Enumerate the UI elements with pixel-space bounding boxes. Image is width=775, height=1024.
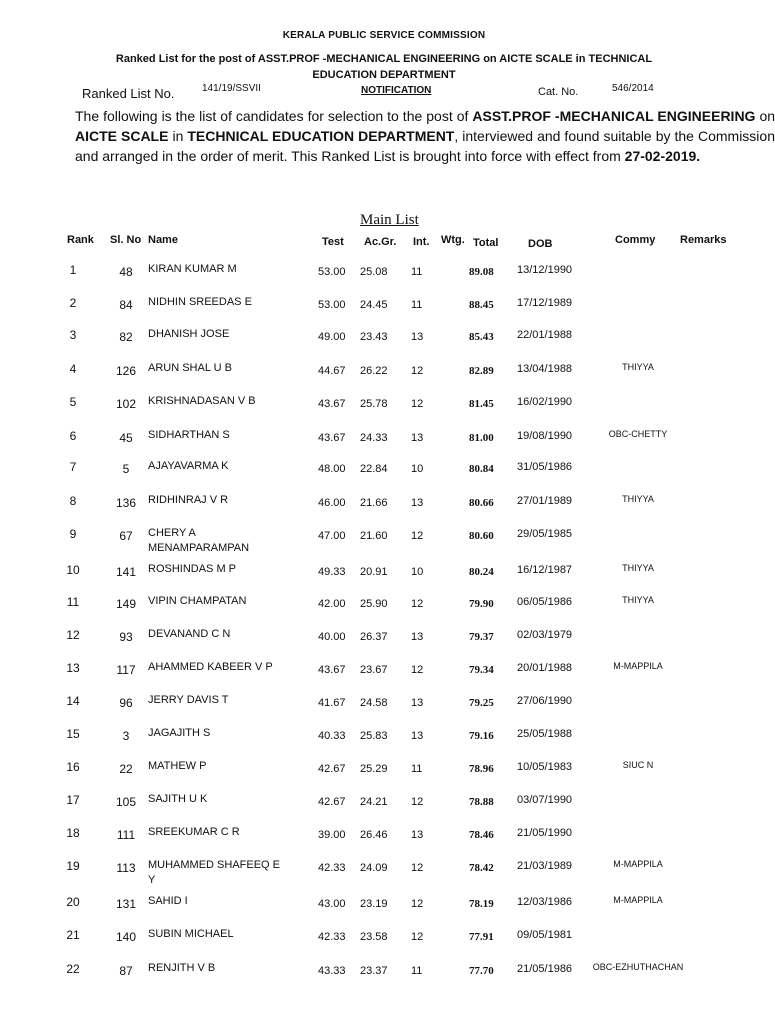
dob-cell: 25/05/1988 xyxy=(517,728,573,740)
name-line: Y xyxy=(148,874,156,886)
test-cell: 53.00 xyxy=(318,266,346,278)
int-cell: 13 xyxy=(411,331,424,343)
table-row xyxy=(0,395,768,427)
intro-date: 27-02-2019. xyxy=(624,148,701,164)
dob-cell: 21/05/1986 xyxy=(517,963,573,975)
slno-cell: 96 xyxy=(119,696,133,710)
test-cell: 42.67 xyxy=(318,763,346,775)
name-cell: SREEKUMAR C R xyxy=(148,826,240,838)
acgr-cell: 21.66 xyxy=(360,497,388,509)
test-cell: 42.67 xyxy=(318,796,346,808)
community-cell: THIYYA xyxy=(622,362,654,372)
test-cell: 49.33 xyxy=(318,566,346,578)
rank-cell: 16 xyxy=(66,760,80,774)
name-cell: KIRAN KUMAR M xyxy=(148,263,237,275)
name-cell: ROSHINDAS M P xyxy=(148,563,237,575)
test-cell: 43.67 xyxy=(318,432,346,444)
name-cell: VIPIN CHAMPATAN xyxy=(148,595,247,607)
rank-cell: 9 xyxy=(69,527,77,541)
col-slno: Sl. No xyxy=(110,234,142,246)
total-cell: 78.96 xyxy=(469,763,494,775)
total-cell: 80.66 xyxy=(469,497,494,509)
main-list-title: Main List xyxy=(360,212,419,228)
rank-cell: 12 xyxy=(66,628,80,642)
table-row xyxy=(0,362,768,394)
rank-cell: 4 xyxy=(69,362,77,376)
intro-post: ASST.PROF -MECHANICAL ENGINEERING xyxy=(472,108,756,124)
dob-cell: 27/06/1990 xyxy=(517,695,573,707)
name-cell: RENJITH V B xyxy=(148,962,216,974)
int-cell: 13 xyxy=(411,432,424,444)
int-cell: 11 xyxy=(411,763,423,775)
dob-cell: 21/03/1989 xyxy=(517,860,573,872)
total-cell: 80.24 xyxy=(469,566,494,578)
rank-cell: 15 xyxy=(66,727,80,741)
total-cell: 80.84 xyxy=(469,463,494,475)
acgr-cell: 22.84 xyxy=(360,463,388,475)
intro-text-3: in xyxy=(168,128,188,144)
community-cell: THIYYA xyxy=(622,494,654,504)
rank-cell: 21 xyxy=(66,928,80,942)
slno-cell: 117 xyxy=(116,663,136,677)
total-cell: 79.34 xyxy=(469,664,494,676)
int-cell: 11 xyxy=(411,299,423,311)
category-label: Cat. No. xyxy=(538,86,579,98)
intro-text-1: The following is the list of candidates for selection to the post of xyxy=(75,108,473,124)
dob-cell: 10/05/1983 xyxy=(517,761,573,773)
acgr-cell: 23.19 xyxy=(360,898,388,910)
rank-cell: 3 xyxy=(69,328,77,342)
total-cell: 82.89 xyxy=(469,365,494,377)
dob-cell: 17/12/1989 xyxy=(517,297,573,309)
rank-cell: 22 xyxy=(66,962,80,976)
test-cell: 40.33 xyxy=(318,730,346,742)
ranked-list-number: 141/19/SSVII xyxy=(202,83,261,94)
table-row xyxy=(0,928,768,960)
acgr-cell: 25.90 xyxy=(360,598,388,610)
int-cell: 13 xyxy=(411,730,424,742)
name-cell xyxy=(148,526,249,556)
int-cell: 13 xyxy=(411,631,424,643)
rank-cell: 7 xyxy=(69,460,77,474)
rank-cell: 19 xyxy=(66,859,80,873)
slno-cell: 131 xyxy=(115,897,137,911)
total-cell: 77.70 xyxy=(469,965,494,977)
acgr-cell: 25.08 xyxy=(360,266,388,278)
table-row xyxy=(0,661,768,693)
dob-cell: 19/08/1990 xyxy=(517,430,573,442)
slno-cell: 149 xyxy=(115,597,137,611)
rank-cell: 8 xyxy=(69,494,77,508)
acgr-cell: 25.83 xyxy=(360,730,388,742)
community-cell: M-MAPPILA xyxy=(613,661,663,671)
intro-text-2: on xyxy=(755,108,775,124)
list-title-line2: EDUCATION DEPARTMENT xyxy=(312,69,456,81)
col-community: Commy xyxy=(615,234,656,246)
col-dob: DOB xyxy=(528,238,553,250)
dob-cell: 22/01/1988 xyxy=(517,329,573,341)
test-cell: 43.67 xyxy=(318,664,346,676)
acgr-cell: 23.67 xyxy=(360,664,388,676)
col-test: Test xyxy=(322,236,344,248)
rank-cell: 10 xyxy=(66,563,80,577)
int-cell: 13 xyxy=(411,497,424,509)
test-cell: 41.67 xyxy=(318,697,346,709)
table-row xyxy=(0,328,768,360)
community-cell: M-MAPPILA xyxy=(613,895,663,905)
total-cell: 88.45 xyxy=(469,299,494,311)
slno-cell: 67 xyxy=(119,529,133,543)
slno-cell: 113 xyxy=(116,861,136,875)
table-row xyxy=(0,826,768,858)
test-cell: 40.00 xyxy=(318,631,346,643)
name-line: MUHAMMED SHAFEEQ E xyxy=(148,859,281,871)
col-acgr: Ac.Gr. xyxy=(364,236,397,248)
test-cell: 53.00 xyxy=(318,299,346,311)
total-cell: 80.60 xyxy=(469,530,494,542)
table-row xyxy=(0,263,768,295)
name-cell: SIDHARTHAN S xyxy=(148,429,230,441)
acgr-cell: 24.33 xyxy=(360,432,388,444)
community-cell: SIUC N xyxy=(622,760,654,770)
table-row xyxy=(0,859,768,891)
dob-cell: 03/07/1990 xyxy=(517,794,573,806)
table-row xyxy=(0,563,768,595)
test-cell: 42.33 xyxy=(318,862,346,874)
dob-cell: 16/12/1987 xyxy=(517,564,573,576)
rank-cell: 14 xyxy=(66,694,80,708)
name-cell: AHAMMED KABEER V P xyxy=(148,661,273,673)
table-row xyxy=(0,429,768,461)
dob-cell: 20/01/1988 xyxy=(517,662,573,674)
name-cell: AJAYAVARMA K xyxy=(148,460,229,472)
name-cell: MATHEW P xyxy=(148,760,207,772)
name-cell: SAHID I xyxy=(148,895,188,907)
name-cell: JERRY DAVIS T xyxy=(148,694,229,706)
slno-cell: 5 xyxy=(122,462,130,476)
col-remarks: Remarks xyxy=(680,234,727,246)
dob-cell: 29/05/1985 xyxy=(517,528,573,540)
dob-cell: 16/02/1990 xyxy=(517,396,573,408)
dob-cell: 31/05/1986 xyxy=(517,461,573,473)
total-cell: 81.45 xyxy=(469,398,494,410)
acgr-cell: 21.60 xyxy=(360,530,388,542)
slno-cell: 93 xyxy=(119,630,133,644)
int-cell: 12 xyxy=(411,530,424,542)
dob-cell: 02/03/1979 xyxy=(517,629,573,641)
table-row xyxy=(0,628,768,660)
category-number: 546/2014 xyxy=(612,83,654,94)
name-line: CHERY A xyxy=(148,527,196,539)
table-row xyxy=(0,793,768,825)
dob-cell: 09/05/1981 xyxy=(517,929,573,941)
slno-cell: 126 xyxy=(115,364,137,378)
slno-cell: 45 xyxy=(119,431,133,445)
acgr-cell: 24.21 xyxy=(360,796,388,808)
table-row xyxy=(0,296,768,328)
community-cell: M-MAPPILA xyxy=(613,859,663,869)
community-cell: OBC-CHETTY xyxy=(608,429,668,439)
rank-cell: 17 xyxy=(66,793,80,807)
slno-cell: 141 xyxy=(115,565,137,579)
rank-cell: 2 xyxy=(69,296,77,310)
test-cell: 39.00 xyxy=(318,829,346,841)
test-cell: 42.00 xyxy=(318,598,346,610)
slno-cell: 82 xyxy=(119,330,133,344)
name-line: MENAMPARAMPAN xyxy=(148,542,250,554)
dob-cell: 21/05/1990 xyxy=(517,827,573,839)
slno-cell: 140 xyxy=(115,930,137,944)
table-row xyxy=(0,694,768,726)
int-cell: 11 xyxy=(411,965,423,977)
table-row xyxy=(0,760,768,792)
int-cell: 12 xyxy=(411,598,424,610)
total-cell: 85.43 xyxy=(469,331,494,343)
community-cell: OBC-EZHUTHACHAN xyxy=(592,962,684,972)
list-title-line1: Ranked List for the post of ASST.PROF -MECHANICAL ENGINEERING on AICTE SCALE in TECHNICAL xyxy=(115,53,653,65)
acgr-cell: 24.58 xyxy=(360,697,388,709)
test-cell: 47.00 xyxy=(318,530,346,542)
acgr-cell: 20.91 xyxy=(360,566,388,578)
name-cell: DEVANAND C N xyxy=(148,628,231,640)
acgr-cell: 23.37 xyxy=(360,965,388,977)
int-cell: 12 xyxy=(411,796,424,808)
acgr-cell: 26.22 xyxy=(360,365,388,377)
total-cell: 79.37 xyxy=(469,631,494,643)
acgr-cell: 23.43 xyxy=(360,331,388,343)
acgr-cell: 24.09 xyxy=(360,862,388,874)
rank-cell: 5 xyxy=(69,395,77,409)
slno-cell: 102 xyxy=(115,397,137,411)
name-cell: SUBIN MICHAEL xyxy=(148,928,234,940)
table-row xyxy=(0,727,768,759)
slno-cell: 136 xyxy=(115,496,137,510)
test-cell: 43.00 xyxy=(318,898,346,910)
total-cell: 78.46 xyxy=(469,829,494,841)
name-cell: NIDHIN SREEDAS E xyxy=(148,296,252,308)
dob-cell: 13/04/1988 xyxy=(517,363,573,375)
col-wtg: Wtg. xyxy=(441,234,465,246)
col-name: Name xyxy=(148,234,178,246)
table-row xyxy=(0,527,768,559)
total-cell: 77.91 xyxy=(469,931,494,943)
slno-cell: 22 xyxy=(119,762,133,776)
total-cell: 78.42 xyxy=(469,862,494,874)
int-cell: 13 xyxy=(411,829,424,841)
total-cell: 81.00 xyxy=(469,432,494,444)
name-cell: DHANISH JOSE xyxy=(148,328,230,340)
rank-cell: 20 xyxy=(66,895,80,909)
slno-cell: 105 xyxy=(115,795,137,809)
int-cell: 10 xyxy=(411,463,424,475)
table-row xyxy=(0,962,768,994)
int-cell: 12 xyxy=(411,931,424,943)
test-cell: 43.67 xyxy=(318,398,346,410)
name-cell: ARUN SHAL U B xyxy=(148,362,232,374)
int-cell: 11 xyxy=(411,266,423,278)
intro-paragraph xyxy=(75,106,775,166)
slno-cell: 111 xyxy=(116,828,136,842)
community-cell: THIYYA xyxy=(622,595,654,605)
int-cell: 12 xyxy=(411,862,424,874)
dob-cell: 13/12/1990 xyxy=(517,264,573,276)
acgr-cell: 26.46 xyxy=(360,829,388,841)
total-cell: 79.90 xyxy=(469,598,494,610)
dob-cell: 27/01/1989 xyxy=(517,495,573,507)
col-rank: Rank xyxy=(67,234,94,246)
test-cell: 44.67 xyxy=(318,365,346,377)
test-cell: 46.00 xyxy=(318,497,346,509)
int-cell: 12 xyxy=(411,898,424,910)
acgr-cell: 26.37 xyxy=(360,631,388,643)
acgr-cell: 23.58 xyxy=(360,931,388,943)
total-cell: 78.88 xyxy=(469,796,494,808)
int-cell: 10 xyxy=(411,566,424,578)
table-row xyxy=(0,595,768,627)
slno-cell: 87 xyxy=(119,964,133,978)
test-cell: 43.33 xyxy=(318,965,346,977)
dob-cell: 06/05/1986 xyxy=(517,596,573,608)
total-cell: 79.16 xyxy=(469,730,494,742)
intro-scale: AICTE SCALE xyxy=(75,128,169,144)
slno-cell: 48 xyxy=(119,265,133,279)
rank-cell: 11 xyxy=(66,595,80,609)
test-cell: 49.00 xyxy=(318,331,346,343)
col-total: Total xyxy=(473,237,499,249)
total-cell: 79.25 xyxy=(469,697,494,709)
int-cell: 12 xyxy=(411,365,424,377)
intro-department: TECHNICAL EDUCATION DEPARTMENT xyxy=(187,128,455,144)
name-cell: RIDHINRAJ V R xyxy=(148,494,229,506)
slno-cell: 3 xyxy=(122,729,130,743)
int-cell: 12 xyxy=(411,398,424,410)
name-cell: SAJITH U K xyxy=(148,793,208,805)
table-row xyxy=(0,460,768,492)
community-cell: THIYYA xyxy=(622,563,654,573)
test-cell: 48.00 xyxy=(318,463,346,475)
rank-cell: 13 xyxy=(66,661,80,675)
org-heading: KERALA PUBLIC SERVICE COMMISSION xyxy=(282,30,486,41)
col-int: Int. xyxy=(413,236,430,248)
rank-cell: 18 xyxy=(66,826,80,840)
slno-cell: 84 xyxy=(119,298,133,312)
acgr-cell: 24.45 xyxy=(360,299,388,311)
name-cell: JAGAJITH S xyxy=(148,727,211,739)
test-cell: 42.33 xyxy=(318,931,346,943)
ranked-list-label: Ranked List No. xyxy=(82,86,175,101)
name-cell xyxy=(148,858,280,888)
table-row xyxy=(0,494,768,526)
notification-heading: NOTIFICATION xyxy=(361,85,432,96)
table-row xyxy=(0,895,768,927)
rank-cell: 1 xyxy=(69,263,77,277)
acgr-cell: 25.29 xyxy=(360,763,388,775)
rank-cell: 6 xyxy=(69,429,77,443)
name-cell: KRISHNADASAN V B xyxy=(148,395,256,407)
int-cell: 13 xyxy=(411,697,424,709)
total-cell: 89.08 xyxy=(469,266,494,278)
total-cell: 78.19 xyxy=(469,898,494,910)
acgr-cell: 25.78 xyxy=(360,398,388,410)
int-cell: 12 xyxy=(411,664,424,676)
dob-cell: 12/03/1986 xyxy=(517,896,573,908)
intro-text-4: , interviewed and found suitable by the Commission and arranged in the order of merit. This Ranked List is brought into force with effect from xyxy=(75,128,775,164)
